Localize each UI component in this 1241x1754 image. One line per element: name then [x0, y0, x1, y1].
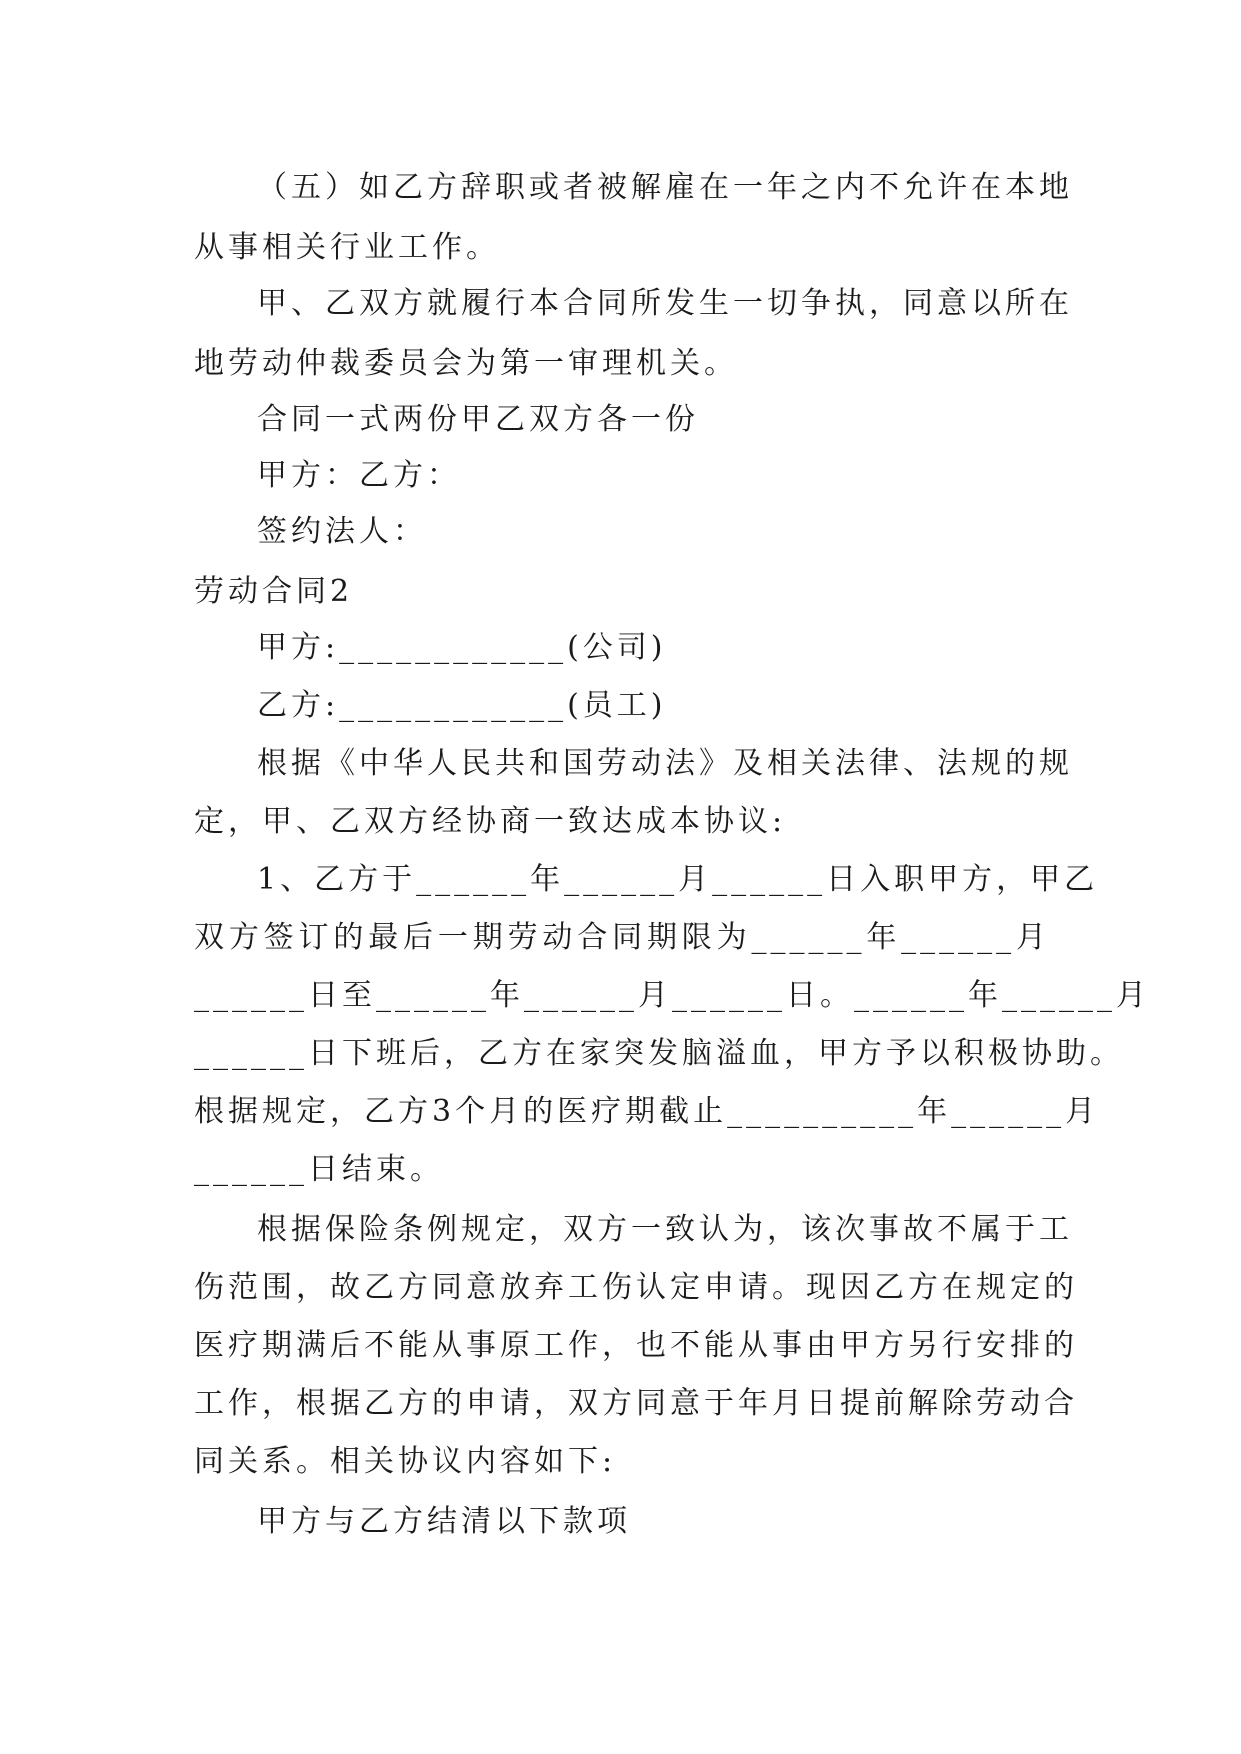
paragraph-line: 1、乙方于______年______月______日入职甲方，甲乙 — [257, 862, 1099, 897]
paragraph-line: 同关系。相关协议内容如下: — [194, 1444, 617, 1479]
paragraph-line: ______日至______年______月______日。______年______月 — [194, 978, 1150, 1013]
paragraph-line: 甲方与乙方结清以下款项 — [257, 1504, 631, 1539]
paragraph-line: ______日下班后，乙方在家突发脑溢血，甲方予以积极协助。 — [194, 1036, 1124, 1071]
paragraph-line: 根据保险条例规定，双方一致认为，该次事故不属于工 — [257, 1212, 1073, 1247]
paragraph-line: 工作，根据乙方的申请，双方同意于年月日提前解除劳动合 — [194, 1386, 1078, 1421]
paragraph-line: 从事相关行业工作。 — [194, 230, 500, 265]
party-a-line: 甲方:____________(公司) — [257, 630, 667, 665]
paragraph-line: ______日结束。 — [194, 1152, 444, 1187]
paragraph-line: 地劳动仲裁委员会为第一审理机关。 — [194, 346, 738, 381]
party-b-line: 乙方:____________(员工) — [257, 688, 667, 723]
signature-parties-line: 甲方：乙方： — [257, 458, 461, 493]
signatory-line: 签约法人： — [257, 514, 427, 549]
paragraph-line: 双方签订的最后一期劳动合同期限为______年______月 — [194, 920, 1050, 955]
paragraph-line: 甲、乙双方就履行本合同所发生一切争执，同意以所在 — [257, 286, 1073, 321]
paragraph-line: （五）如乙方辞职或者被解雇在一年之内不允许在本地 — [257, 170, 1073, 205]
paragraph-line: 根据规定，乙方3个月的医疗期截止__________年______月 — [194, 1094, 1100, 1129]
paragraph-line: 定，甲、乙双方经协商一致达成本协议: — [194, 804, 787, 839]
paragraph-line: 医疗期满后不能从事原工作，也不能从事由甲方另行安排的 — [194, 1328, 1078, 1363]
paragraph-line: 合同一式两份甲乙双方各一份 — [257, 402, 699, 437]
paragraph-line: 根据《中华人民共和国劳动法》及相关法律、法规的规 — [257, 746, 1073, 781]
paragraph-line: 伤范围，故乙方同意放弃工伤认定申请。现因乙方在规定的 — [194, 1270, 1078, 1305]
section-heading: 劳动合同2 — [194, 574, 354, 609]
